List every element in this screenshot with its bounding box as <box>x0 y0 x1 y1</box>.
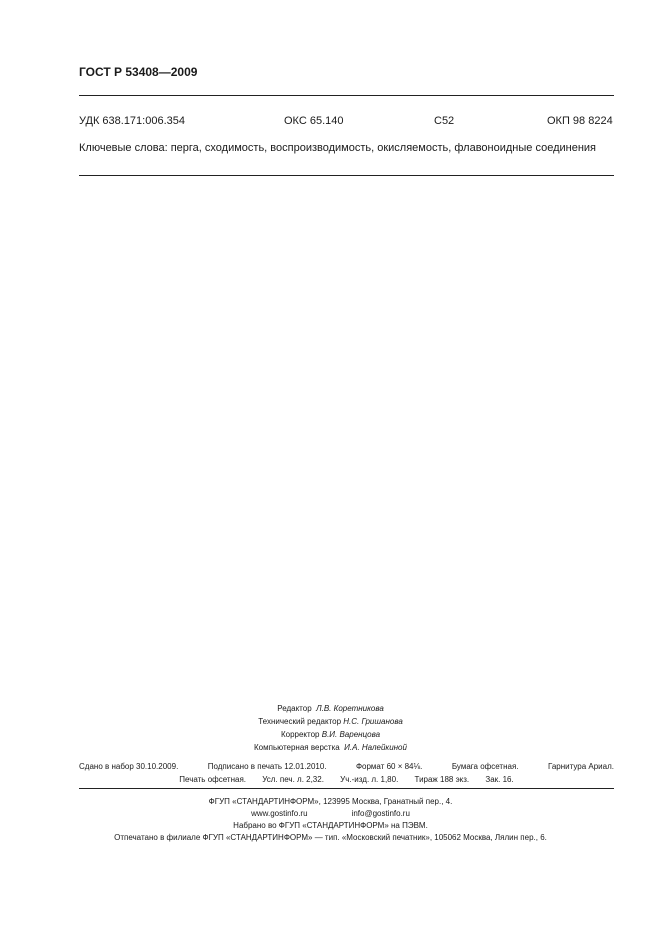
publisher-address: ФГУП «СТАНДАРТИНФОРМ», 123995 Москва, Гранатный пер., 4. <box>208 797 453 806</box>
group-code: С52 <box>434 115 455 127</box>
pub-print-sheets: Усл. печ. л. 2,32. <box>262 775 324 784</box>
publishing-row-1 <box>79 760 614 773</box>
credits-block <box>0 702 661 754</box>
oks-code: ОКС 65.140 <box>284 115 344 127</box>
publishing-info <box>79 760 614 786</box>
okp-code: ОКП 98 8224 <box>547 115 613 127</box>
pub-print-signed: Подписано в печать 12.01.2010. <box>207 762 327 771</box>
website-link[interactable]: www.gostinfo.ru <box>251 809 308 818</box>
pub-order: Зак. 16. <box>485 775 514 784</box>
footer-block <box>0 796 661 844</box>
typeset-note: Набрано во ФГУП «СТАНДАРТИНФОРМ» на ПЭВМ. <box>233 821 428 830</box>
footer-links <box>0 808 661 820</box>
keywords-line: Ключевые слова: перга, сходимость, воспроизводимость, окисляемость, флавоноидные соединения <box>79 142 596 154</box>
publishing-row-2 <box>79 773 614 786</box>
pub-print-type: Печать офсетная. <box>179 775 246 784</box>
footer-divider <box>79 788 614 789</box>
top-divider <box>79 95 614 96</box>
credit-proofreader: Корректор В.И. Варенцова <box>280 730 381 739</box>
pub-format: Формат 60 × 84⅛. <box>355 762 423 771</box>
pub-typeset-date: Сдано в набор 30.10.2009. <box>79 762 179 771</box>
pub-circulation: Тираж 188 экз. <box>414 775 470 784</box>
printed-note: Отпечатано в филиале ФГУП «СТАНДАРТИНФОРМ» — тип. «Московский печатник», 105062 Москва, Лялин пер., 6. <box>114 833 547 842</box>
credit-editor: Редактор Л.В. Коретникова <box>277 704 384 713</box>
credit-tech-editor: Технический редактор Н.С. Гришанова <box>258 717 403 726</box>
credit-layout: Компьютерная верстка И.А. Налейкиной <box>254 743 407 752</box>
pub-paper: Бумага офсетная. <box>451 762 519 771</box>
udk-code: УДК 638.171:006.354 <box>79 115 185 127</box>
pub-edit-sheets: Уч.-изд. л. 1,80. <box>340 775 399 784</box>
pub-typeface: Гарнитура Ариал. <box>547 762 614 771</box>
email-link[interactable]: info@gostinfo.ru <box>351 809 410 818</box>
document-code: ГОСТ Р 53408—2009 <box>79 65 198 79</box>
keywords-divider <box>79 175 614 176</box>
